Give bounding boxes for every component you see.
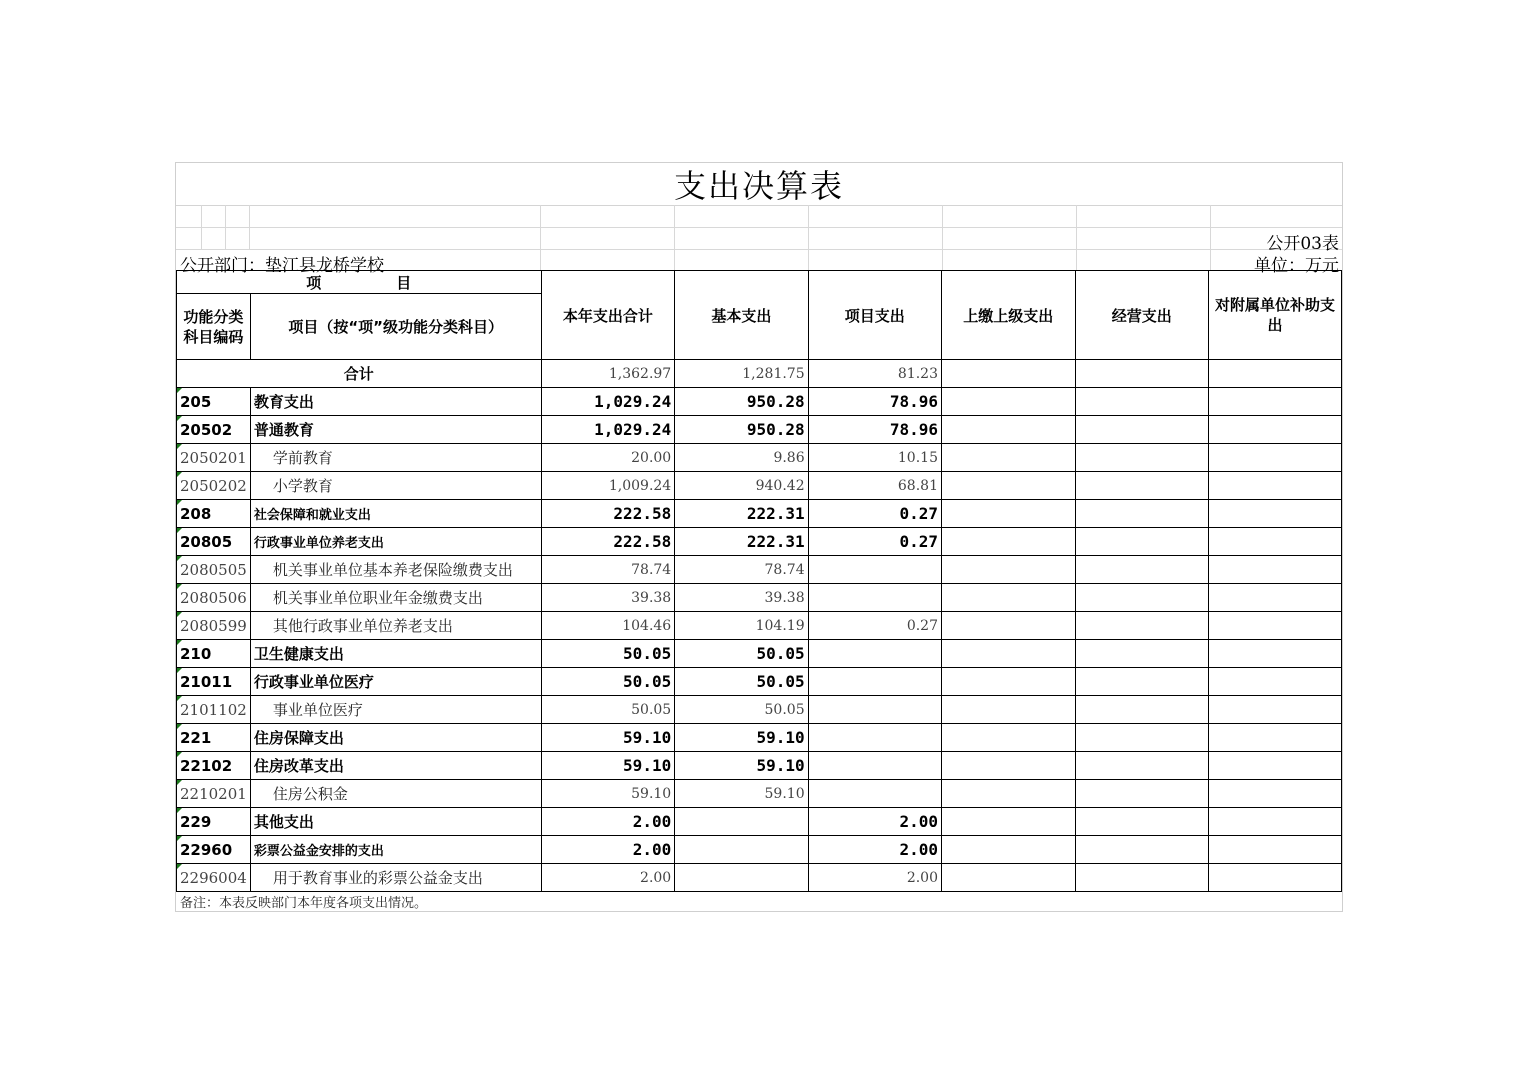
row-subsidy (1209, 696, 1342, 724)
row-operating (1075, 612, 1208, 640)
row-operating (1075, 724, 1208, 752)
total-basic: 1,281.75 (675, 360, 808, 388)
row-upper (941, 612, 1075, 640)
gridline (674, 205, 675, 270)
spreadsheet-page (175, 162, 1343, 912)
row-code: 22102 (177, 752, 251, 780)
row-operating (1075, 836, 1208, 864)
row-project (808, 556, 941, 584)
row-upper (941, 808, 1075, 836)
row-total: 78.74 (541, 556, 675, 584)
table-row (177, 612, 1342, 640)
row-project: 68.81 (808, 472, 941, 500)
row-subsidy (1209, 472, 1342, 500)
col-header-code: 功能分类科目编码 (177, 294, 251, 360)
row-total: 50.05 (541, 640, 675, 668)
row-subsidy (1209, 584, 1342, 612)
row-total: 20.00 (541, 444, 675, 472)
expenditure-table (176, 270, 1342, 892)
row-basic (675, 864, 808, 892)
row-subsidy (1209, 668, 1342, 696)
row-subsidy (1209, 388, 1342, 416)
row-project: 0.27 (808, 528, 941, 556)
gridline (808, 205, 809, 270)
row-code: 20502 (177, 416, 251, 444)
gridline (225, 205, 226, 249)
table-row (177, 640, 1342, 668)
row-subsidy (1209, 444, 1342, 472)
table-row (177, 416, 1342, 444)
row-name: 教育支出 (250, 388, 541, 416)
table-row (177, 556, 1342, 584)
row-project: 2.00 (808, 808, 941, 836)
table-row (177, 808, 1342, 836)
gridline (249, 205, 250, 249)
row-basic: 950.28 (675, 416, 808, 444)
row-total: 104.46 (541, 612, 675, 640)
row-upper (941, 864, 1075, 892)
row-code: 2080599 (177, 612, 251, 640)
row-code: 20805 (177, 528, 251, 556)
total-subsidy (1209, 360, 1342, 388)
row-basic: 104.19 (675, 612, 808, 640)
row-operating (1075, 472, 1208, 500)
row-name: 用于教育事业的彩票公益金支出 (250, 864, 541, 892)
row-project: 10.15 (808, 444, 941, 472)
gridline (201, 205, 202, 249)
row-subsidy (1209, 836, 1342, 864)
row-code: 229 (177, 808, 251, 836)
row-code: 2080505 (177, 556, 251, 584)
total-row (177, 360, 1342, 388)
row-basic: 222.31 (675, 500, 808, 528)
row-upper (941, 780, 1075, 808)
row-project (808, 584, 941, 612)
header-row (177, 271, 1342, 294)
row-basic: 222.31 (675, 528, 808, 556)
row-upper (941, 836, 1075, 864)
table-row (177, 780, 1342, 808)
table-row (177, 864, 1342, 892)
row-name: 机关事业单位职业年金缴费支出 (250, 584, 541, 612)
row-total: 222.58 (541, 500, 675, 528)
row-basic: 39.38 (675, 584, 808, 612)
total-operating (1075, 360, 1208, 388)
row-basic: 59.10 (675, 780, 808, 808)
total-upper (941, 360, 1075, 388)
row-name: 机关事业单位基本养老保险缴费支出 (250, 556, 541, 584)
row-code: 2210201 (177, 780, 251, 808)
row-name: 彩票公益金安排的支出 (250, 836, 541, 864)
row-upper (941, 696, 1075, 724)
table-row (177, 444, 1342, 472)
col-header-subsidy: 对附属单位补助支出 (1209, 271, 1342, 360)
row-subsidy (1209, 724, 1342, 752)
row-operating (1075, 808, 1208, 836)
col-header-upper: 上缴上级支出 (941, 271, 1075, 360)
row-project: 78.96 (808, 388, 941, 416)
row-upper (941, 752, 1075, 780)
title-row (176, 163, 1342, 206)
total-total: 1,362.97 (541, 360, 675, 388)
col-header-operating: 经营支出 (1075, 271, 1208, 360)
row-total: 2.00 (541, 836, 675, 864)
row-project: 78.96 (808, 416, 941, 444)
row-name: 事业单位医疗 (250, 696, 541, 724)
row-operating (1075, 780, 1208, 808)
row-operating (1075, 864, 1208, 892)
item-group-header: 项 目 (177, 271, 542, 294)
row-code: 2101102 (177, 696, 251, 724)
col-header-project: 项目支出 (808, 271, 941, 360)
row-operating (1075, 416, 1208, 444)
row-project (808, 724, 941, 752)
row-project: 2.00 (808, 864, 941, 892)
table-row (177, 668, 1342, 696)
department-label: 公开部门：垫江县龙桥学校 (180, 256, 384, 276)
row-code: 221 (177, 724, 251, 752)
row-total: 59.10 (541, 752, 675, 780)
row-upper (941, 388, 1075, 416)
row-operating (1075, 388, 1208, 416)
table-row (177, 472, 1342, 500)
row-total: 1,009.24 (541, 472, 675, 500)
gridline (942, 205, 943, 270)
row-total: 2.00 (541, 808, 675, 836)
row-upper (941, 500, 1075, 528)
row-total: 1,029.24 (541, 416, 675, 444)
table-row (177, 696, 1342, 724)
row-name: 普通教育 (250, 416, 541, 444)
row-subsidy (1209, 556, 1342, 584)
row-project (808, 696, 941, 724)
row-total: 2.00 (541, 864, 675, 892)
gridline (1076, 205, 1077, 270)
form-number: 公开03表 (1266, 234, 1339, 254)
row-upper (941, 584, 1075, 612)
table-row (177, 528, 1342, 556)
row-basic (675, 836, 808, 864)
row-name: 卫生健康支出 (250, 640, 541, 668)
row-subsidy (1209, 780, 1342, 808)
table-row (177, 724, 1342, 752)
row-operating (1075, 640, 1208, 668)
unit-label: 单位：万元 (1254, 256, 1339, 276)
gridline (176, 227, 1342, 228)
total-project: 81.23 (808, 360, 941, 388)
row-name: 小学教育 (250, 472, 541, 500)
row-basic: 940.42 (675, 472, 808, 500)
row-upper (941, 556, 1075, 584)
row-project (808, 780, 941, 808)
row-operating (1075, 556, 1208, 584)
row-total: 1,029.24 (541, 388, 675, 416)
row-operating (1075, 584, 1208, 612)
row-subsidy (1209, 528, 1342, 556)
row-total: 59.10 (541, 780, 675, 808)
row-basic: 59.10 (675, 724, 808, 752)
row-subsidy (1209, 612, 1342, 640)
col-header-basic: 基本支出 (675, 271, 808, 360)
table-row (177, 836, 1342, 864)
row-subsidy (1209, 752, 1342, 780)
table-row (177, 584, 1342, 612)
total-label: 合计 (177, 360, 542, 388)
row-total: 39.38 (541, 584, 675, 612)
row-code: 208 (177, 500, 251, 528)
row-basic: 50.05 (675, 640, 808, 668)
row-upper (941, 444, 1075, 472)
table-row (177, 388, 1342, 416)
row-name: 其他行政事业单位养老支出 (250, 612, 541, 640)
row-basic: 950.28 (675, 388, 808, 416)
row-total: 50.05 (541, 696, 675, 724)
row-code: 210 (177, 640, 251, 668)
row-project: 0.27 (808, 612, 941, 640)
row-name: 住房改革支出 (250, 752, 541, 780)
row-basic: 78.74 (675, 556, 808, 584)
row-total: 59.10 (541, 724, 675, 752)
gridline (540, 205, 541, 270)
row-operating (1075, 444, 1208, 472)
row-project: 0.27 (808, 500, 941, 528)
gridline (1210, 205, 1211, 270)
col-header-total: 本年支出合计 (541, 271, 675, 360)
row-upper (941, 472, 1075, 500)
row-name: 其他支出 (250, 808, 541, 836)
row-subsidy (1209, 864, 1342, 892)
row-upper (941, 724, 1075, 752)
row-code: 205 (177, 388, 251, 416)
row-basic (675, 808, 808, 836)
row-name: 行政事业单位医疗 (250, 668, 541, 696)
page-title: 支出决算表 (673, 167, 844, 205)
row-code: 2050201 (177, 444, 251, 472)
row-code: 2296004 (177, 864, 251, 892)
row-operating (1075, 528, 1208, 556)
row-basic: 59.10 (675, 752, 808, 780)
row-upper (941, 668, 1075, 696)
row-name: 学前教育 (250, 444, 541, 472)
col-header-item-name: 项目（按“项”级功能分类科目） (250, 294, 541, 360)
row-code: 2080506 (177, 584, 251, 612)
row-subsidy (1209, 808, 1342, 836)
row-project (808, 668, 941, 696)
row-subsidy (1209, 640, 1342, 668)
row-operating (1075, 752, 1208, 780)
row-basic: 50.05 (675, 696, 808, 724)
gridline (176, 249, 1342, 250)
row-project (808, 640, 941, 668)
row-total: 50.05 (541, 668, 675, 696)
row-operating (1075, 696, 1208, 724)
row-basic: 50.05 (675, 668, 808, 696)
row-upper (941, 640, 1075, 668)
row-code: 2050202 (177, 472, 251, 500)
row-subsidy (1209, 416, 1342, 444)
row-code: 21011 (177, 668, 251, 696)
table-row (177, 752, 1342, 780)
row-total: 222.58 (541, 528, 675, 556)
row-name: 住房保障支出 (250, 724, 541, 752)
row-name: 住房公积金 (250, 780, 541, 808)
row-operating (1075, 668, 1208, 696)
footnote: 备注：本表反映部门本年度各项支出情况。 (180, 896, 428, 911)
row-name: 行政事业单位养老支出 (250, 528, 541, 556)
row-basic: 9.86 (675, 444, 808, 472)
row-code: 22960 (177, 836, 251, 864)
table-row (177, 500, 1342, 528)
row-upper (941, 416, 1075, 444)
row-subsidy (1209, 500, 1342, 528)
row-project: 2.00 (808, 836, 941, 864)
row-operating (1075, 500, 1208, 528)
row-upper (941, 528, 1075, 556)
row-name: 社会保障和就业支出 (250, 500, 541, 528)
row-project (808, 752, 941, 780)
